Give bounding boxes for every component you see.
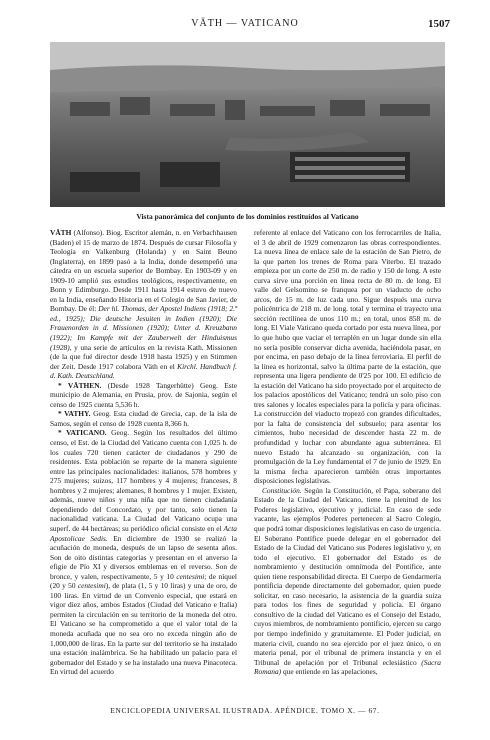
headword-vathy: * VATHY. bbox=[58, 409, 91, 419]
page-number: 1507 bbox=[428, 18, 450, 30]
figure-caption: Vista panorámica del conjunto de los dominios restituídos al Vaticano bbox=[136, 212, 359, 221]
entry-vathy: * VATHY. Geog. Esta ciudad de Grecia, cap. de la isla de Samos, según el censo de 1928 cuenta 8,366 h. bbox=[50, 409, 237, 428]
running-title: VÄTH — VATICANO bbox=[191, 18, 299, 29]
page-footer: ENCICLOPEDIA UNIVERSAL ILUSTRADA. APÉNDICE. TOMO X. — 67. bbox=[110, 706, 380, 715]
panoramic-photo bbox=[50, 42, 445, 207]
right-column bbox=[254, 228, 441, 677]
headword-vaticano: * VATICANO. bbox=[58, 428, 107, 438]
headword-vath: VÄTH bbox=[50, 228, 72, 237]
headword-vathen: * VÄTHEN. bbox=[58, 380, 102, 390]
constitution-paragraph: Constitución. Según la Constitución, el Papa, soberano del Estado de la Ciudad del Vaticano, tiene la plenitud de los Poderes legislativo, ejecutivo y judicial. En caso de sede vacante, las ejemplos Poderes pertenecen al Sacro Colegio, que podrá tomar disposiciones legislativas en caso de urgencia. El Soberano Pontífice puede delegar en el gobernador del Estado de la Ciudad del Vaticano sus Poderes legislativo y, en todo el ejecutivo. El gobernador del Estado es de nombramiento y destitución omnímoda del Pontífice, ante quien tiene responsabilidad directa. El Cuerpo de Gendarmería pontificia depende directamente del gobernador, quien puede solicitar, en caso necesario, la asistencia de la guardia suiza para todos los fines de seguridad y policía. El órgano consultivo de la ciudad del Vaticano es el Consejo del Estado, cuyos miembros, de nombramiento pontificio, ejercen su cargo por tiempo indefinido y gratuitamente. El Poder judicial, en materia civil, cuando no sea ejercido por el juez único, o en materia penal, por el tribunal de primera instancia y en el Tribunal de apelación por el Tribunal eclesiástico (Sacra Romana) que entiende en las apelaciones, bbox=[254, 485, 441, 677]
railway-paragraph: referente al enlace del Vaticano con los ferrocarriles de Italia, el 3 de abril de 1929 comenzaron las obras correspondientes. La nueva línea de enlace sale de la estación de San Pietro, de la que parten los trenes de Roma para Viterbo. El trazado empieza por un corte de 250 m. de radio y 150 de long. A este curva sirve una porción en línea recta de 80 m. de long. El valle del Gelsomino se franquea por un viaducto de ocho arcos, de 15 m. de luz cada uno. Sigue después una curva policéntrica de 218 m. de long. total y termina el trayecto una sección rectilínea de unos 110 m.; en total, unos 858 m. de long. El Viale Vaticano queda cortado por esta nueva línea, por lo que hubo que vaciar el terraplén en un lugar donde sin ella no sería posible conservar dicha avenida, haciéndola pasar, en por encima, en paso debajo de la línea ferroviaria. El perfil de la línea es horizontal, salvo la última parte de la estación, que representa una ligera pendiente de 0'25 por 100. El edificio de la estación del Vaticano ha sido proyectado por el arquitecto de los palacios apostólicos del Vaticano; tendrá un solo piso con tres salones y locales especiales para la policía y para oficinas. La construcción del viaducto tropezó con grandes dificultades, por la falta de consistencia del subsuelo; para asentar los cimientos, hubo necesidad de descender hasta 22 m. de profundidad y luchar con abundante agua subterránea. El nuevo Estado ha alcanzado su organización, con la promulgación de la Ley fundamental el 7 de junio de 1929. En la misma fecha aparecieron también otras importantes disposiciones legislativas. bbox=[254, 228, 441, 486]
page-header bbox=[40, 18, 450, 32]
entry-vath: VÄTH (Alfonso). Biog. Escritor alemán, n. en Verbachhausen (Baden) el 15 de marzo de 1874. Después de cursar Filosofía y Teología en Valkenburg (Holanda) y en Saint Beuno (Inglaterra), en 1899 pasó a la India, donde desempeñó una cátedra en un escuela superior de Bombay. En 1903-09 y en 1909-10 amplió sus estudios teológicos, respectivamente, en Bonn y Edimburgo. Desde 1911 hasta 1914 estuvo de nuevo en la India, enseñando Historia en el Colegio de San Javier, de Bombay. De él: Der hl. Thomas, der Apostel Indiens (1918; 2.ª ed., 1925); Die deutsche Jesuiten in Indien (1920); Die Frauenorden in d. Missionen (1920); Unter d. Kreuzbann (1922); Im Kampfe mit der Zauberwelt der Hinduismus (1928), y una serie de artículos en la revista Kath. Missionen (de la que fué director desde 1918 hasta 1925) y en Stimmen der Zeit. Desde 1917 colabora Väth en el Kirchl. Handbuch f. d. Kath. Deutschland. bbox=[50, 228, 237, 381]
constitution-heading: Constitución. bbox=[262, 485, 302, 495]
entry-vathen: * VÄTHEN. (Desde 1928 Tangerhütte) Geog. Este municipio de Alemania, en Prusia, prov. de Sajonia, según el censo de 1925 cuenta 5,536 h. bbox=[50, 380, 237, 409]
left-column bbox=[50, 228, 237, 677]
entry-vaticano: * VATICANO. Geog. Según los resultados del último censo, el Est. de la Ciudad del Vaticano cuenta con 1,025 h. de los cuales 720 tienen carácter de ciudadanos y 290 de residentes. Esta población se reparte de la manera siguiente entre las principales nacionalidades: italianos, 578 hombres y 275 mujeres; suizos, 117 hombres y 4 mujeres; franceses, 8 hombres y 2 mujeres; alemanes, 8 hombres y 1 mujer. Existen, además, nueve niños y una niña que no tienen ciudadanía dependiendo del Concordato, y por tanto, solo tienen la nacionalidad vaticana. La Ciudad del Vaticano ocupa una superf. de 44 hectáreas; su periódico oficial consiste en el Acta Apostolicae Sedis. En diciembre de 1930 se realizó la acuñación de moneda, después de un lapso de sesenta años. Son de oito distintas categorías y presentan en el anverso la efigie de Pío XI y diversos emblemas en el reverso. Son de bronce, y valen, respectivamente, 5 y 10 centesimi; de níquel (20 y 50 centesimi), de plata (1, 5 y 10 liras) y una de oro, de 100 liras. En virtud de un Convenio especial, que estará en vigor diez años, ambos Estados (Ciudad del Vaticano e Italia) permiten la circulación en su territorio de la moneda del otro. El Vaticano se ha comprometido a que el valor total de la moneda acuñada que no sea oro no exceda ningún año de 1,000,000 de liras. En la parte sur del territorio se ha instalado una estación inalámbrica. Se ha habilitado un palacio para el gobernador del Estado y se ha instalado una nueva Pinacoteca. En virtud del acuerdo bbox=[50, 428, 238, 677]
